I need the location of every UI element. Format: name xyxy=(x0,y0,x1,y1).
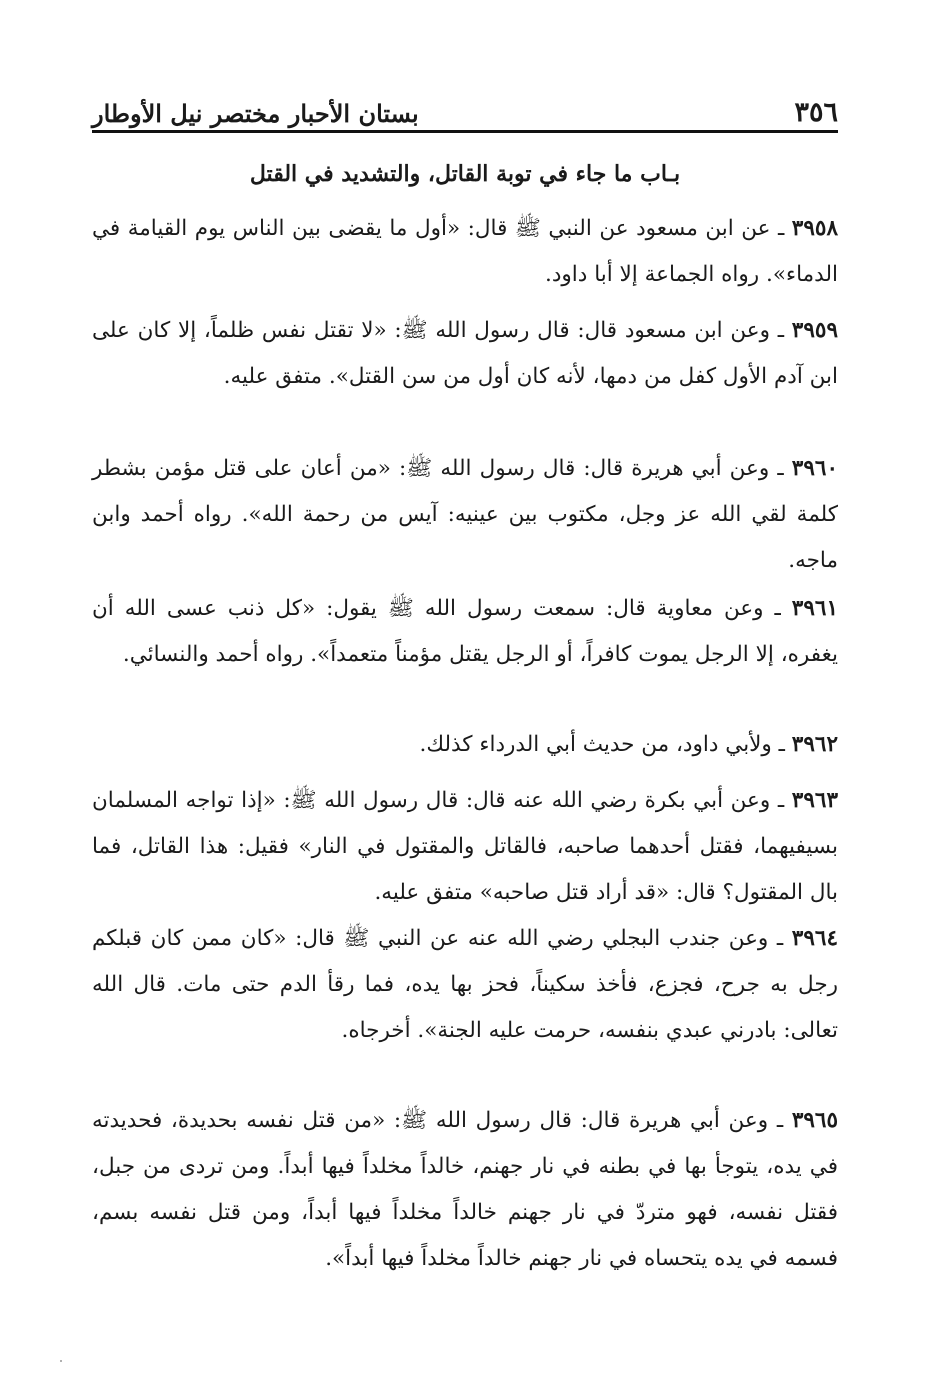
running-header xyxy=(92,84,838,126)
hadith-paragraph xyxy=(92,1098,838,1282)
hadith-number: ٣٩٥٩ xyxy=(791,318,838,343)
hadith-number: ٣٩٦٥ xyxy=(791,1108,839,1133)
header-rule xyxy=(92,130,838,133)
hadith-paragraph xyxy=(92,586,838,678)
hadith-number: ٣٩٦٠ xyxy=(791,456,838,481)
hadith-text: ـ ولأبي داود، من حديث أبي الدرداء كذلك. xyxy=(419,732,792,757)
hadith-number: ٣٩٦٤ xyxy=(791,926,838,951)
hadith-text: ـ وعن أبي بكرة رضي الله عنه قال: قال رسول الله ﷺ: «إذا تواجه المسلمان بسيفيهما، فقتل أحدهما صاحبه، فالقاتل والمقتول في النار» فقيل: هذا القاتل، فما بال المقتول؟ قال: «قد أراد قتل صاحبه» متفق عليه. xyxy=(92,788,838,905)
hadith-paragraph xyxy=(92,446,838,584)
hadith-paragraph xyxy=(92,916,838,1054)
hadith-paragraph xyxy=(92,206,838,298)
hadith-text: ـ وعن أبي هريرة قال: قال رسول الله ﷺ: «من قتل نفسه بحديدة، فحديدته في يده، يتوجأ بها في بطنه في نار جهنم، خالداً مخلداً فيها أبداً. ومن تردى من جبل، فقتل نفسه، فهو متردّ في نار جهنم خالداً مخلداً فيها أبداً، ومن قتل نفسه بسم، فسمه في يده يتحساه في نار جهنم خالداً مخلداً فيها أبداً». xyxy=(92,1108,838,1271)
hadith-number: ٣٩٥٨ xyxy=(791,216,838,241)
book-page xyxy=(92,0,838,1386)
scan-speck xyxy=(60,1360,62,1362)
page-number: ٣٥٦ xyxy=(794,97,838,128)
hadith-number: ٣٩٦١ xyxy=(791,596,838,621)
hadith-paragraph xyxy=(92,308,838,400)
hadith-text: ـ وعن معاوية قال: سمعت رسول الله ﷺ يقول: «كل ذنب عسى الله أن يغفره، إلا الرجل يموت كافراً، أو الرجل يقتل مؤمناً متعمداً». رواه أحمد والنسائي. xyxy=(92,596,838,667)
hadith-text: ـ عن ابن مسعود عن النبي ﷺ قال: «أول ما يقضى بين الناس يوم القيامة في الدماء». رواه الجماعة إلا أبا داود. xyxy=(92,216,838,287)
hadith-number: ٣٩٦٢ xyxy=(791,732,838,757)
hadith-number: ٣٩٦٣ xyxy=(791,788,838,813)
hadith-text: ـ وعن جندب البجلي رضي الله عنه عن النبي ﷺ قال: «كان ممن كان قبلكم رجل به جرح، فجزع، فأخذ سكيناً، فحز بها يده، فما رقأ الدم حتى مات. قال الله تعالى: بادرني عبدي بنفسه، حرمت عليه الجنة». أخرجاه. xyxy=(92,926,838,1043)
hadith-paragraph xyxy=(92,722,838,768)
hadith-text: ـ وعن ابن مسعود قال: قال رسول الله ﷺ: «لا تقتل نفس ظلماً، إلا كان على ابن آدم الأول كفل من دمها، لأنه كان أول من سن القتل». متفق عليه. xyxy=(92,318,838,389)
chapter-title: بـاب ما جاء في توبة القاتل، والتشديد في القتل xyxy=(249,161,681,187)
hadith-paragraph xyxy=(92,778,838,916)
book-title: بستان الأحبار مختصر نيل الأوطار xyxy=(92,99,419,128)
hadith-text: ـ وعن أبي هريرة قال: قال رسول الله ﷺ: «من أعان على قتل مؤمن بشطر كلمة لقي الله عز وجل، مكتوب بين عينيه: آيس من رحمة الله». رواه أحمد وابن ماجه. xyxy=(92,456,838,573)
